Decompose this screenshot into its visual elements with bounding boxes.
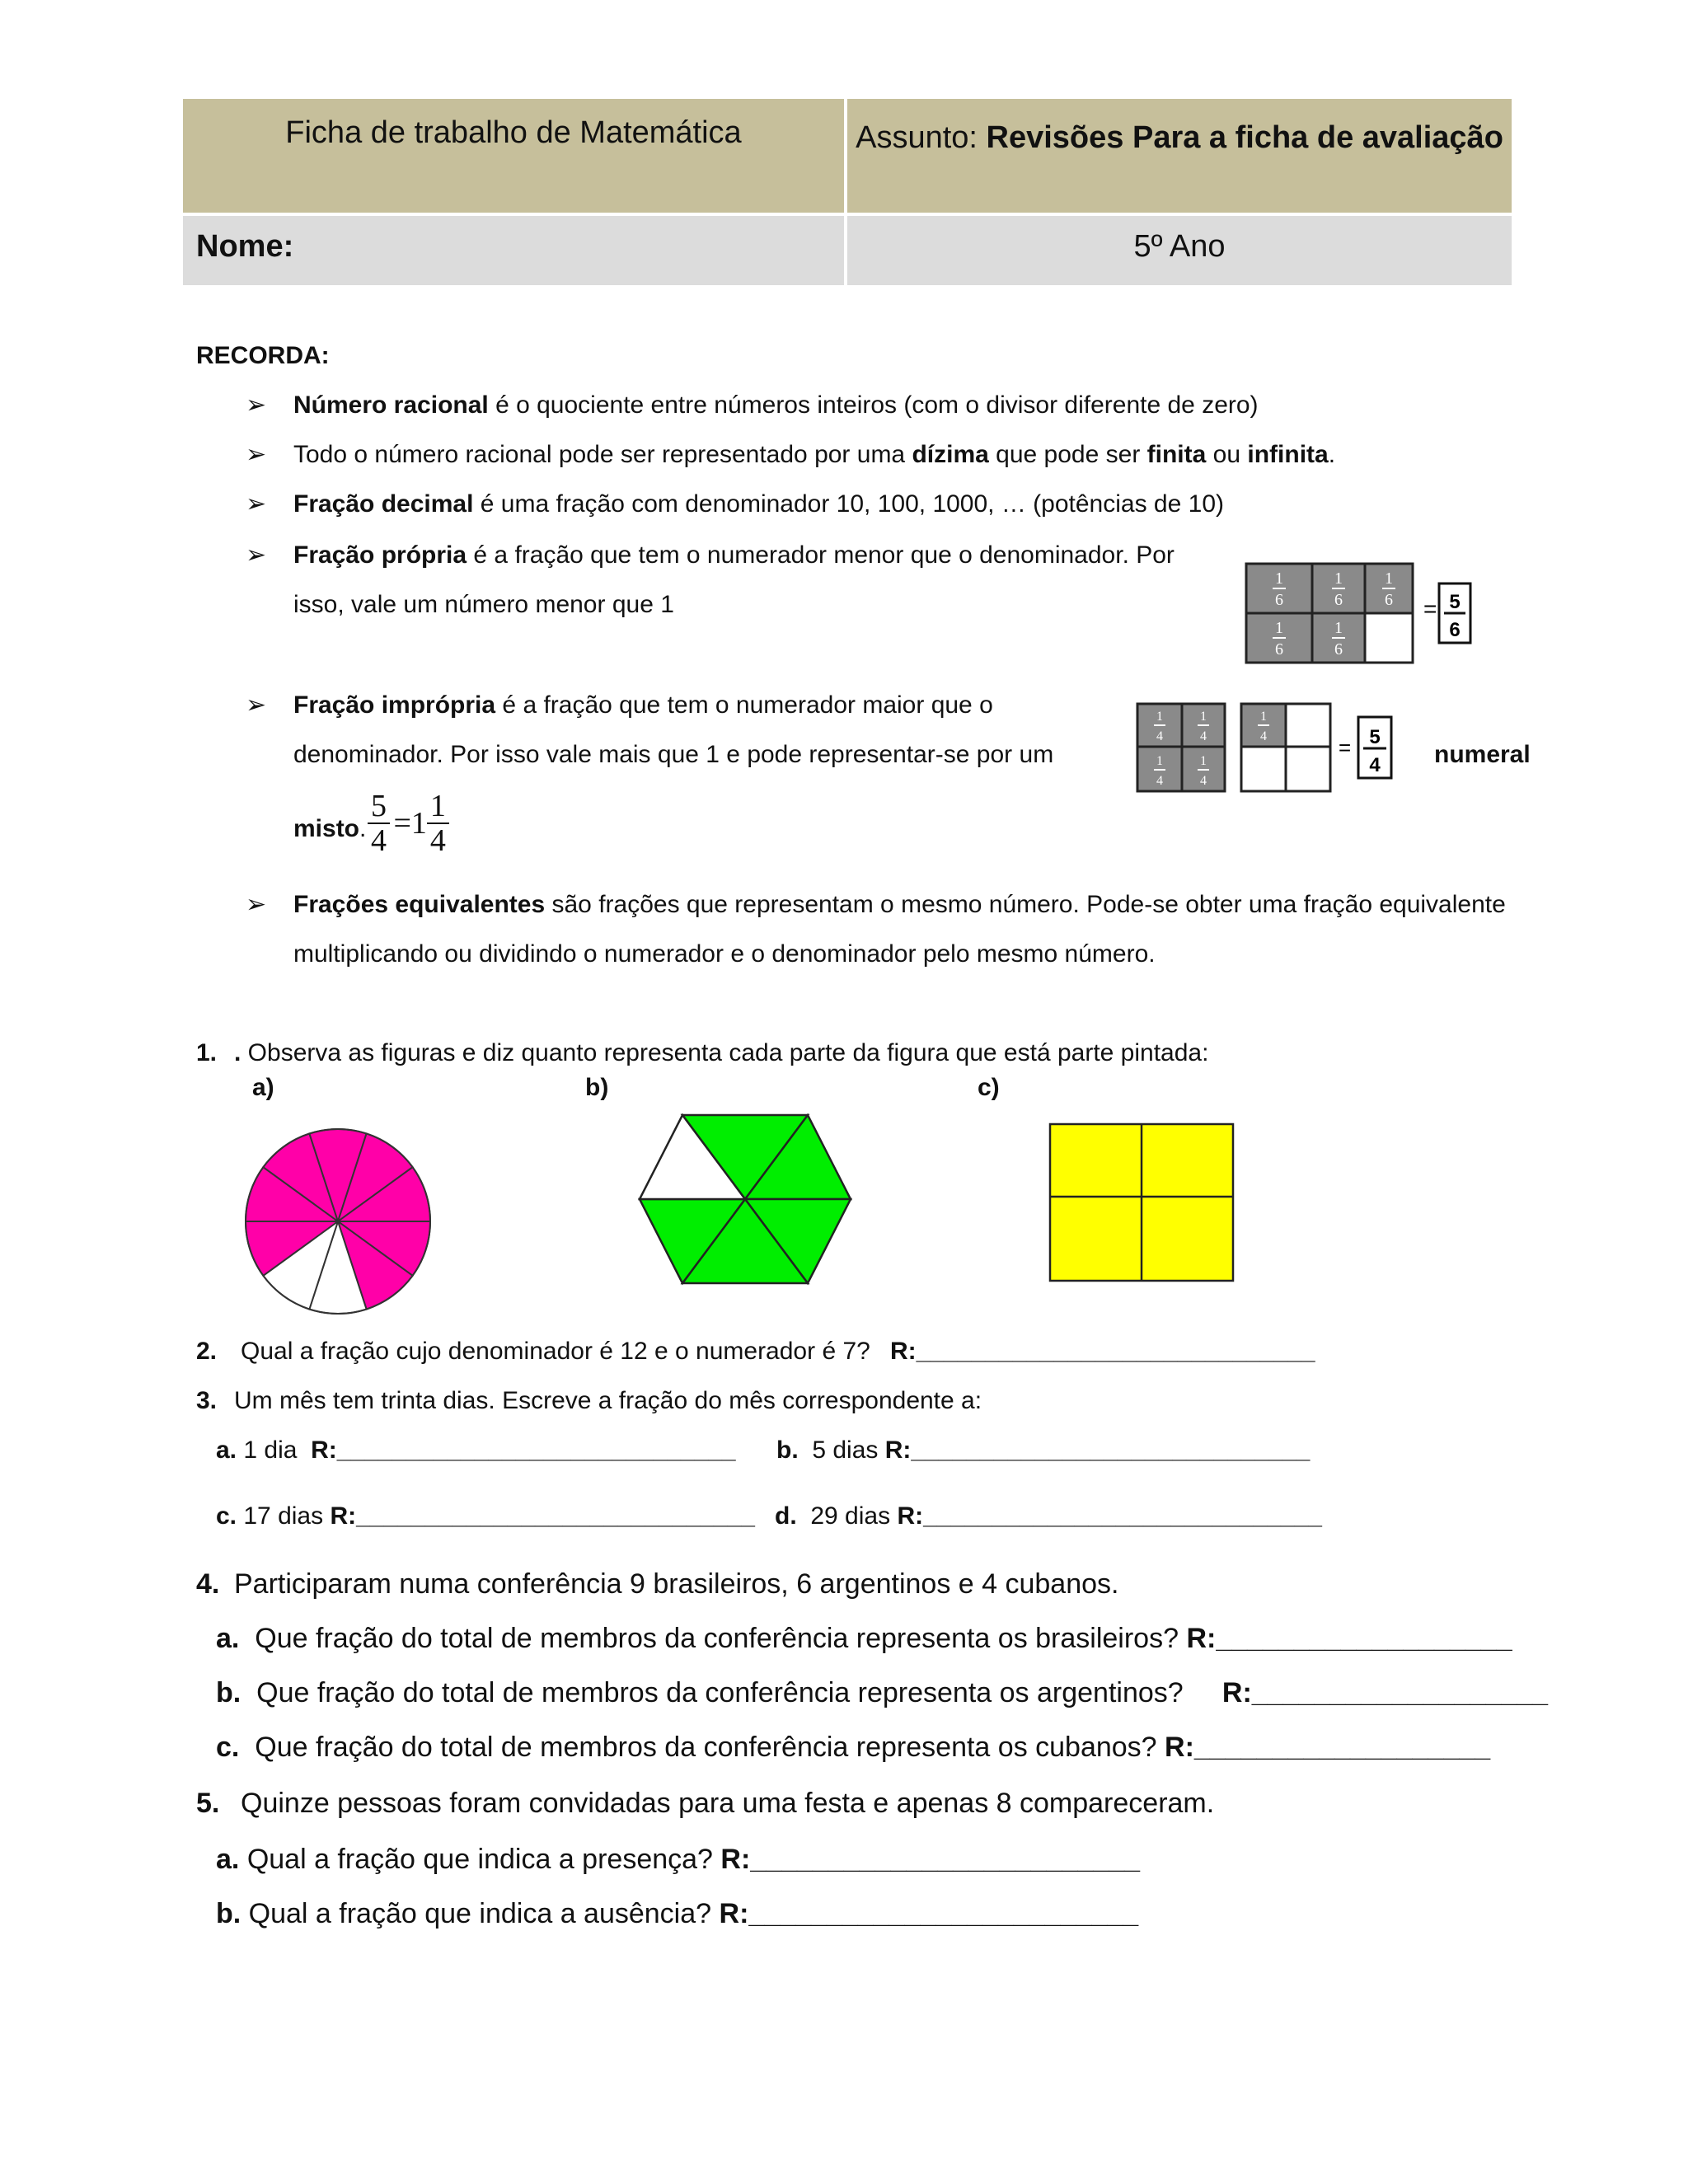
bullet-arrow-icon: ➢ [246,441,267,468]
svg-text:4: 4 [1200,774,1207,788]
q3-c-answer-line[interactable]: R:_____________________________ [330,1502,755,1530]
bullet-fracao-impropria-line2: denominador. Por isso vale mais que 1 e pode representar-se por um [293,741,1054,768]
bullet-arrow-icon: ➢ [246,691,267,719]
subject-label: Assunto: [856,120,978,155]
q5-text: Quinze pessoas foram convidadas para uma festa e apenas 8 compareceram. [241,1788,1215,1819]
q3-text: Um mês tem trinta dias. Escreve a fração do mês correspondente a: [234,1387,982,1414]
figure-b-hexagon [636,1113,854,1286]
name-label: Nome: [196,229,294,264]
svg-text:6: 6 [1334,640,1343,658]
q3-d-answer-line[interactable]: R:_____________________________ [897,1502,1322,1530]
improper-numerator: 5 [368,790,390,824]
q4-c-answer-line[interactable]: R:___________________ [1165,1732,1491,1763]
svg-text:6: 6 [1275,640,1283,658]
q5-item-a: a. Qual a fração que indica a presença? R:_________________________ [216,1844,1141,1875]
q3-b-answer-line[interactable]: R:_____________________________ [884,1436,1311,1464]
q5-b-answer-line[interactable]: R:_________________________ [719,1898,1139,1929]
q1-number: 1. [196,1039,218,1066]
sixth-cell-label: 1 [1275,619,1283,637]
q3-item-a: a. 1 dia R:_____________________________ [216,1436,736,1464]
equals-sign: = [1423,596,1437,621]
sixth-cell-label: 1 [1275,569,1283,588]
q2-number: 2. [196,1338,218,1365]
svg-text:6: 6 [1334,591,1343,609]
result-denominator: 6 [1449,619,1461,641]
q1-label-c: c) [978,1074,1000,1101]
q2-text: Qual a fração cujo denominador é 12 e o numerador é 7? [241,1338,870,1365]
q3-item-d: d. 29 dias R:_____________________________ [775,1502,1322,1530]
subject-cell [847,99,1512,160]
mixed-denominator: 4 [429,823,446,858]
result-denominator: 4 [1369,754,1381,776]
svg-text:4: 4 [1156,774,1163,788]
worksheet-title: Ficha de trabalho de Matemática [285,115,742,150]
q3-item-c: c. 17 dias R:_____________________________ [216,1502,755,1530]
q4-item-a: a. Que fração do total de membros da conferência representa os brasileiros? R:___________________ [216,1623,1512,1654]
recorda-title: RECORDA: [196,342,330,369]
svg-text:6: 6 [1385,591,1393,609]
mixed-equals: = [393,806,411,841]
q1-label-a: a) [252,1074,274,1101]
header-table [183,99,1512,285]
mixed-numerator: 1 [427,790,449,824]
svg-text:1: 1 [1200,710,1207,724]
q1-label-b: b) [585,1074,609,1101]
q4-text: Participaram numa conferência 9 brasileiros, 6 argentinos e 4 cubanos. [234,1568,1119,1600]
bullet-arrow-icon: ➢ [246,541,267,569]
misto-word: misto. [293,815,367,842]
result-numerator: 5 [1369,726,1381,748]
subject-value: Revisões Para a ficha de avaliação [986,120,1503,155]
svg-text:4: 4 [1156,729,1163,743]
bullet-arrow-icon: ➢ [246,391,267,419]
bullet-fracao-propria-line2: isso, vale um número menor que 1 [293,591,674,618]
sixth-cell-label: 1 [1385,569,1393,588]
q3-number: 3. [196,1387,218,1414]
bullet-fracoes-equivalentes: Frações equivalentes são frações que representam o mesmo número. Pode-se obter uma fração equivalente [293,891,1506,918]
q4-number: 4. [196,1568,220,1600]
q4-b-answer-line[interactable]: R:___________________ [1221,1677,1549,1708]
school-year: 5º Ano [1133,229,1226,264]
svg-text:1: 1 [1156,754,1163,768]
svg-text:4: 4 [1200,729,1207,743]
q4-item-c: c. Que fração do total de membros da conferência representa os cubanos? R:___________________ [216,1732,1491,1763]
q4-item-b: b. Que fração do total de membros da conferência representa os argentinos? R:___________________ [216,1677,1549,1708]
q2-answer-line[interactable]: R:_____________________________ [890,1338,1315,1365]
figure-c-square [1048,1122,1235,1282]
q5-number: 5. [196,1788,220,1819]
equals-sign: = [1339,735,1352,760]
q3-a-answer-line[interactable]: R:_____________________________ [311,1436,736,1464]
bullet-fracoes-equivalentes-line2: multiplicando ou dividindo o numerador e o denominador pelo mesmo número. [293,940,1156,968]
q4-a-answer-line[interactable]: R:___________________ [1186,1623,1512,1654]
mixed-number-example [368,790,449,857]
q1-text: . Observa as figuras e diz quanto representa cada parte da figura que está parte pintada: [234,1039,1209,1066]
q5-item-b: b. Qual a fração que indica a ausência? R:_________________________ [216,1898,1139,1929]
mixed-whole: 1 [410,806,427,841]
svg-text:1: 1 [1156,710,1163,724]
sixth-cell-label: 1 [1334,569,1343,588]
q5-a-answer-line[interactable]: R:_________________________ [720,1844,1141,1875]
numeral-word: numeral [1434,741,1531,768]
figure-a-circle [241,1124,435,1319]
q3-item-b: b. 5 dias R:_____________________________ [776,1436,1311,1464]
result-numerator: 5 [1449,591,1461,613]
sixths-fraction-diagram [1245,557,1475,673]
bullet-fracao-propria: Fração própria é a fração que tem o numerador menor que o denominador. Por [293,541,1175,569]
bullet-dizima: Todo o número racional pode ser representado por uma dízima que pode ser finita ou infinita. [293,441,1336,468]
svg-text:6: 6 [1275,591,1283,609]
svg-text:1: 1 [1260,710,1267,724]
bullet-fracao-decimal: Fração decimal é uma fração com denominador 10, 100, 1000, … (potências de 10) [293,490,1224,518]
svg-text:1: 1 [1200,754,1207,768]
bullet-arrow-icon: ➢ [246,891,267,918]
quarters-fraction-diagram [1136,701,1408,796]
bullet-fracao-impropria: Fração imprópria é a fração que tem o numerador maior que o [293,691,993,719]
sixth-cell-label: 1 [1334,619,1343,637]
improper-denominator: 4 [371,823,387,858]
bullet-numero-racional: Número racional é o quociente entre números inteiros (com o divisor diferente de zero) [293,391,1259,419]
svg-text:4: 4 [1260,729,1267,743]
bullet-arrow-icon: ➢ [246,490,267,518]
